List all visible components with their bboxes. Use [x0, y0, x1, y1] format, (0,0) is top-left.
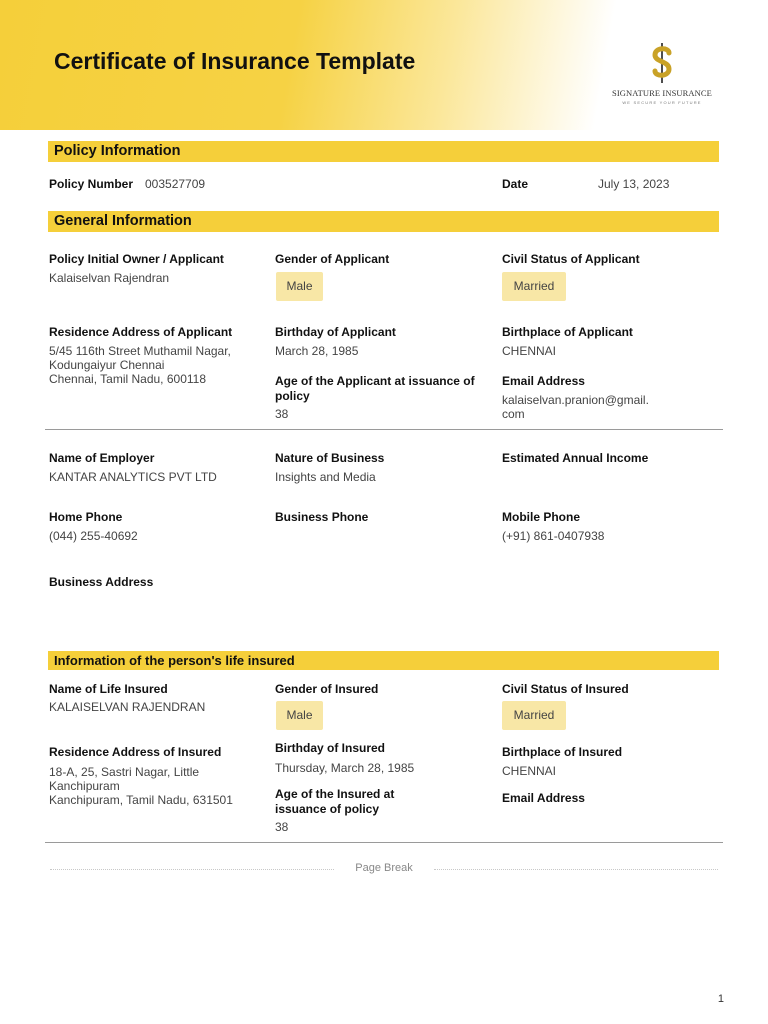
- business-nature-label: Nature of Business: [275, 451, 385, 465]
- applicant-birthplace-label: Birthplace of Applicant: [502, 325, 633, 339]
- divider: [45, 429, 723, 430]
- applicant-email-value: kalaiselvan.pranion@gmail. com: [502, 393, 649, 421]
- logo-tagline: WE SECURE YOUR FUTURE: [622, 100, 702, 105]
- annual-income-label: Estimated Annual Income: [502, 451, 649, 465]
- logo-text: SIGNATURE INSURANCE: [612, 88, 712, 98]
- header-banner: [0, 0, 768, 130]
- owner-label: Policy Initial Owner / Applicant: [49, 252, 224, 266]
- page-number: 1: [717, 993, 724, 1005]
- page-break-line-right: [434, 869, 718, 870]
- divider: [45, 842, 723, 843]
- business-address-label: Business Address: [49, 575, 154, 589]
- insured-birthday-value: Thursday, March 28, 1985: [275, 761, 415, 775]
- section-heading-general: General Information: [48, 211, 719, 232]
- applicant-residence-label: Residence Address of Applicant: [49, 325, 233, 339]
- business-phone-label: Business Phone: [275, 510, 369, 524]
- employer-value: KANTAR ANALYTICS PVT LTD: [49, 470, 217, 484]
- home-phone-label: Home Phone: [49, 510, 123, 524]
- employer-label: Name of Employer: [49, 451, 155, 465]
- date-label: Date: [502, 177, 529, 191]
- insured-residence-label: Residence Address of Insured: [49, 745, 222, 759]
- insured-birthplace-label: Birthplace of Insured: [502, 745, 623, 759]
- dollar-sign-icon: [612, 40, 712, 86]
- applicant-birthday-value: March 28, 1985: [275, 344, 359, 358]
- insured-email-label: Email Address: [502, 791, 585, 805]
- applicant-gender-value: Male: [276, 272, 323, 301]
- insured-residence-value: 18-A, 25, Sastri Nagar, Little Kanchipuram Kanchipuram, Tamil Nadu, 631501: [49, 765, 233, 807]
- applicant-email-label: Email Address: [502, 374, 585, 388]
- page-break-line-left: [50, 869, 334, 870]
- applicant-birthplace-value: CHENNAI: [502, 344, 557, 358]
- applicant-civil-status-value: Married: [502, 272, 566, 301]
- insured-age-value: 38: [275, 820, 289, 834]
- applicant-civil-status-label: Civil Status of Applicant: [502, 252, 640, 266]
- page-title: Certificate of Insurance Template: [54, 48, 416, 74]
- applicant-gender-label: Gender of Applicant: [275, 252, 390, 266]
- applicant-birthday-label: Birthday of Applicant: [275, 325, 396, 339]
- owner-value: Kalaiselvan Rajendran: [49, 271, 170, 285]
- policy-number-label: Policy Number: [49, 177, 134, 191]
- mobile-phone-value: (+91) 861-0407938: [502, 529, 605, 543]
- insured-birthplace-value: CHENNAI: [502, 764, 557, 778]
- date-value: July 13, 2023: [598, 177, 670, 191]
- insured-gender-value: Male: [276, 701, 323, 730]
- insured-name-value: KALAISELVAN RAJENDRAN: [49, 700, 206, 714]
- mobile-phone-label: Mobile Phone: [502, 510, 580, 524]
- applicant-residence-value: 5/45 116th Street Muthamil Nagar, Kodungaiyur Chennai Chennai, Tamil Nadu, 600118: [49, 344, 231, 386]
- section-heading-insured: Information of the person's life insured: [48, 651, 719, 670]
- applicant-age-value: 38: [275, 407, 289, 421]
- insured-name-label: Name of Life Insured: [49, 682, 168, 696]
- insured-gender-label: Gender of Insured: [275, 682, 379, 696]
- page-break-label: Page Break: [355, 862, 413, 874]
- insured-age-label: Age of the Insured at issuance of policy: [275, 787, 395, 816]
- section-heading-policy: Policy Information: [48, 141, 719, 162]
- insured-birthday-label: Birthday of Insured: [275, 741, 386, 755]
- home-phone-value: (044) 255-40692: [49, 529, 138, 543]
- company-logo: [612, 40, 712, 110]
- policy-number-value: 003527709: [145, 177, 206, 191]
- insured-civil-status-value: Married: [502, 701, 566, 730]
- applicant-age-label: Age of the Applicant at issuance of policy: [275, 374, 475, 403]
- insured-civil-status-label: Civil Status of Insured: [502, 682, 629, 696]
- business-nature-value: Insights and Media: [275, 470, 376, 484]
